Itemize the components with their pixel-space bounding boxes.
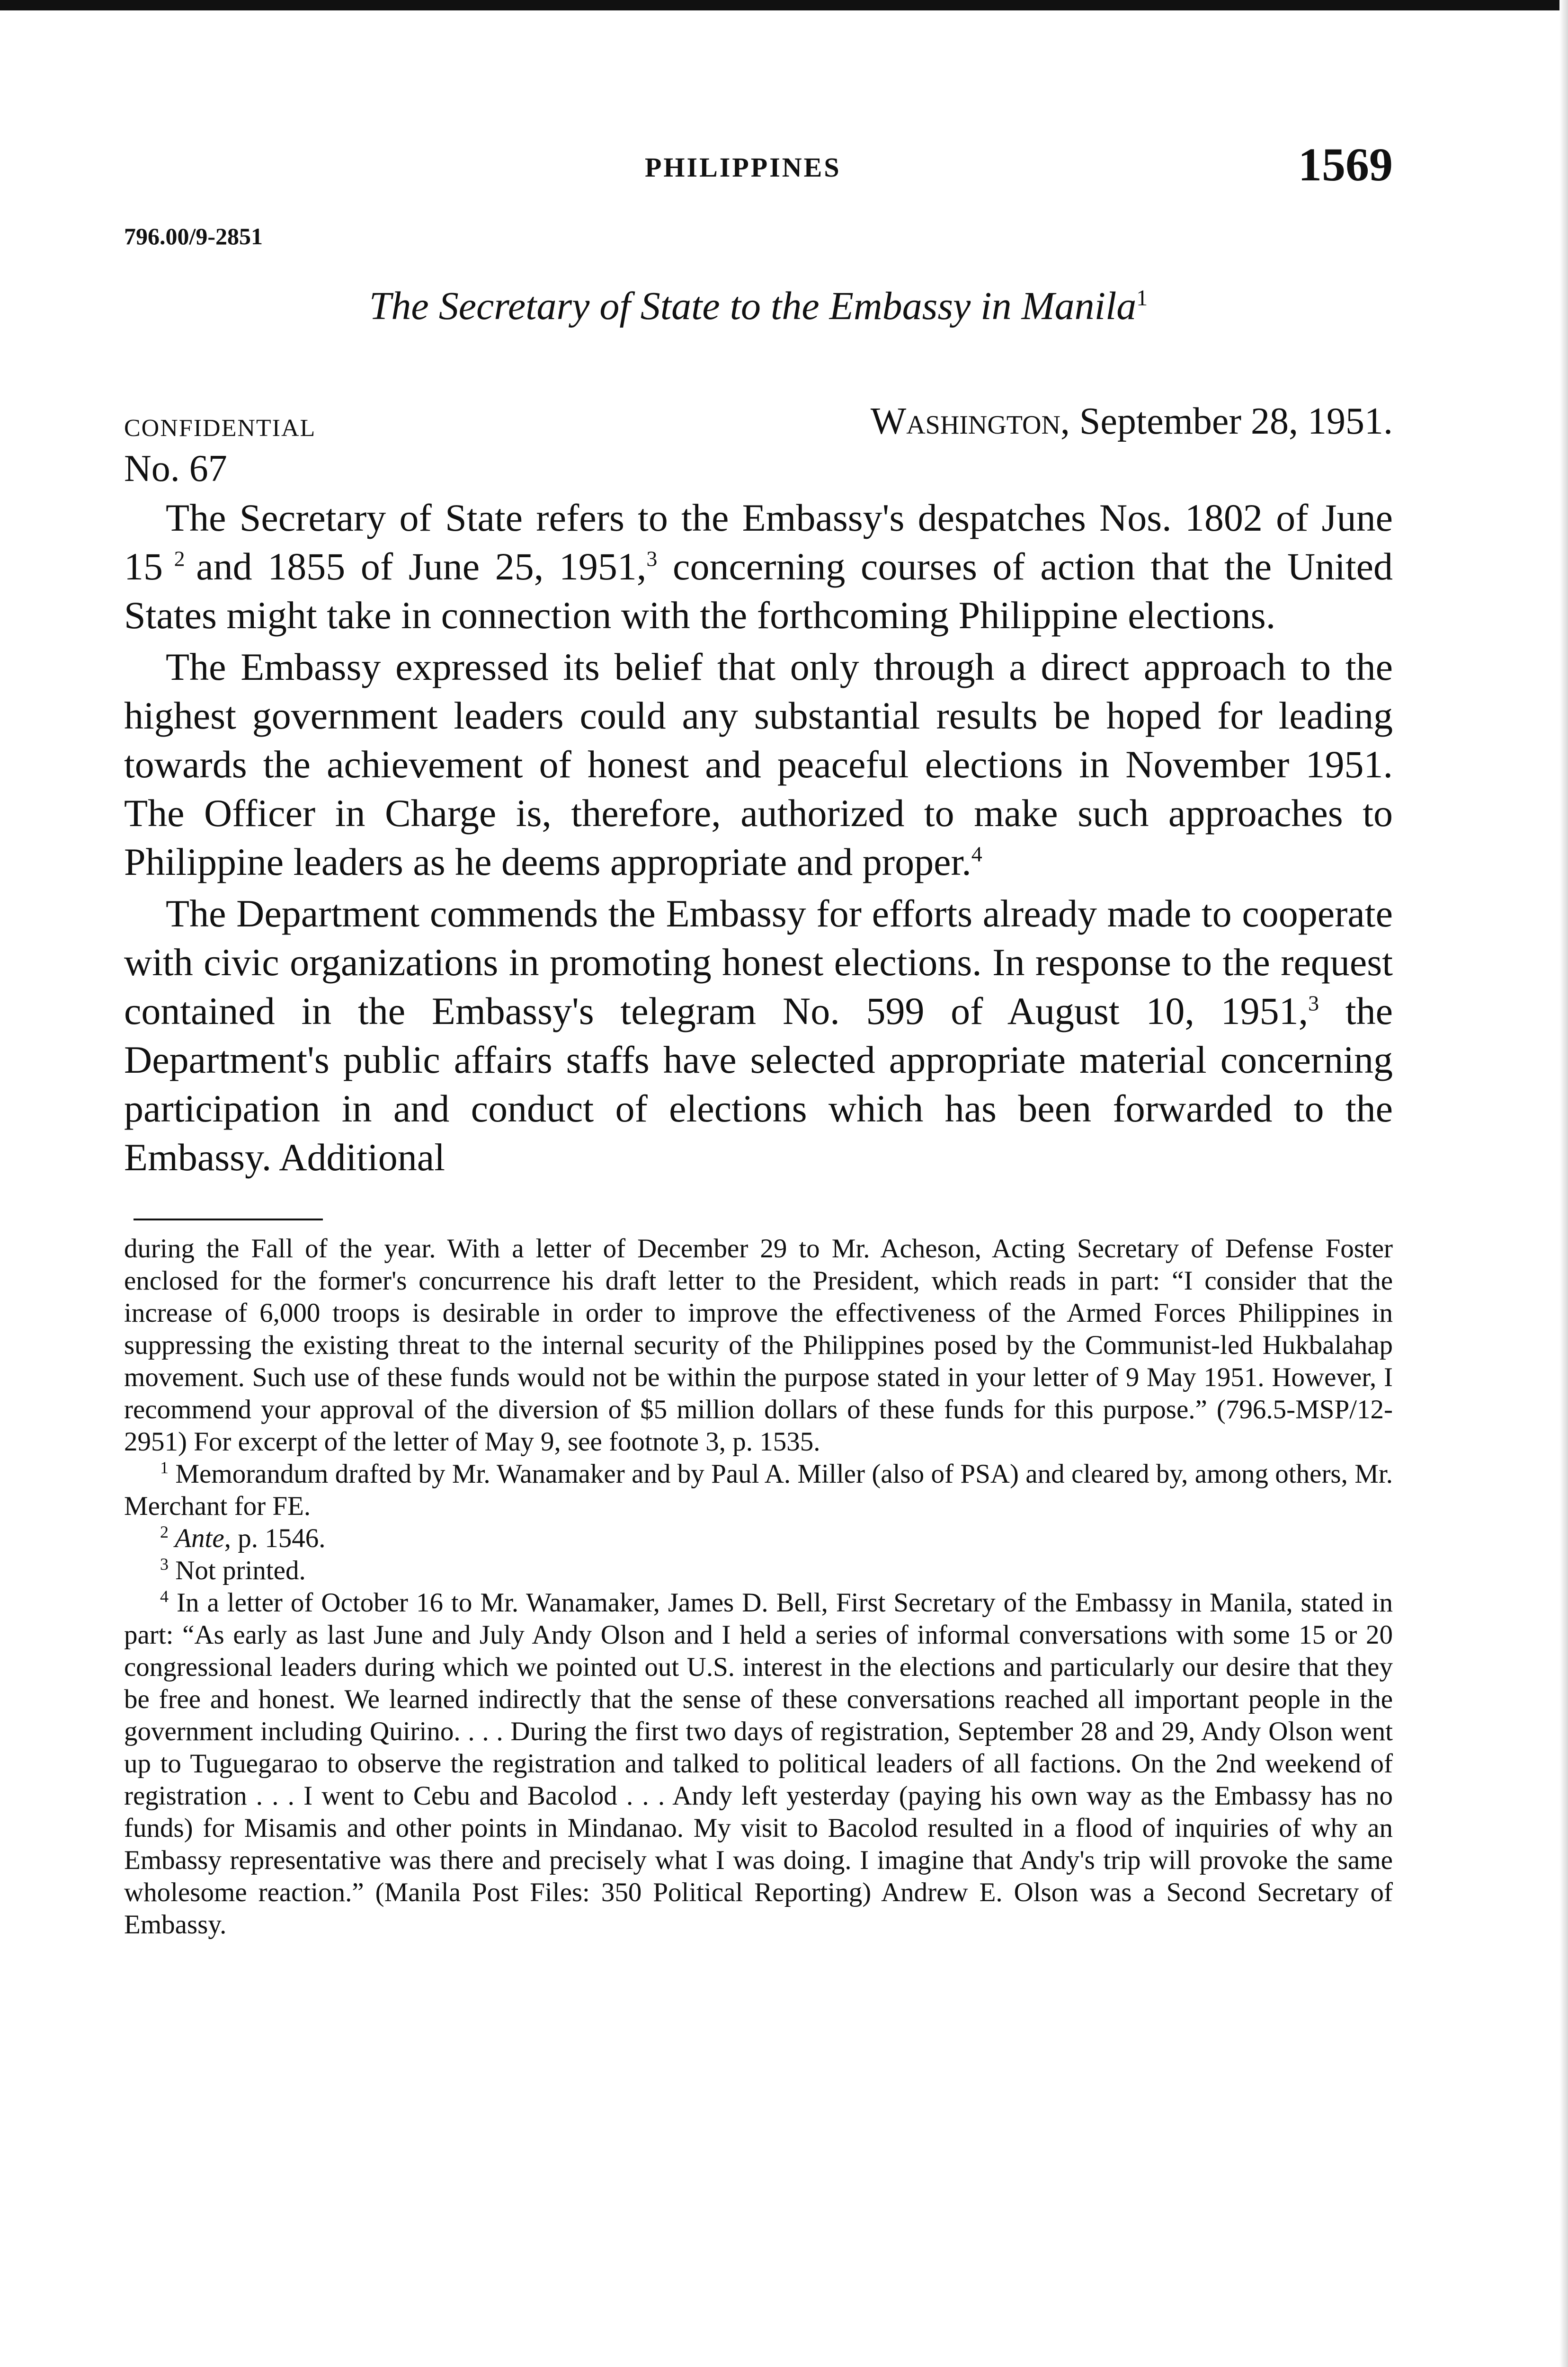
footnote-reference: 3 — [646, 546, 658, 571]
running-title: PHILIPPINES — [645, 152, 841, 183]
document-title-text: The Secretary of State to the Embassy in Manila — [369, 284, 1137, 328]
body-paragraph — [124, 889, 1393, 1182]
document-page — [124, 137, 1393, 1941]
footnote-reference: 3 — [160, 1555, 169, 1574]
footnote-rule — [134, 1219, 323, 1220]
title-footnote-mark: 1 — [1136, 285, 1148, 311]
footnote — [124, 1587, 1393, 1941]
footnote-reference: 2 — [160, 1522, 169, 1541]
classification-label: CONFIDENTIAL — [124, 415, 316, 442]
dateline — [871, 400, 1393, 443]
italic-text: Ante — [169, 1523, 224, 1553]
page-number: 1569 — [1298, 138, 1393, 191]
footnote-reference: 3 — [1308, 991, 1319, 1015]
file-number: 796.00/9-2851 — [124, 223, 263, 249]
meta-row — [124, 395, 1393, 447]
footnotes — [124, 1233, 1393, 1941]
footnote-reference: 4 — [971, 842, 982, 866]
document-title — [124, 283, 1393, 329]
text-run: The Secretary of State refers to the Embassy's despatches Nos. 1802 of June 15 — [124, 496, 1393, 588]
footnote — [124, 1233, 1393, 1458]
text-run: Memorandum drafted by Mr. Wanamaker and by Paul A. Miller (also of PSA) and cleared by, among others, Mr. Merchant for FE. — [124, 1459, 1393, 1521]
text-run: In a letter of October 16 to Mr. Wanamaker, James D. Bell, First Secretary of the Embassy in Manila, stated in part: “As early as last June and July Andy Olson and I held a series of informal conversations with some 15 or 20 congressional leaders during which we pointed out U.S. interest in the elections and particularly our desire that they be free and honest. We learned indirectly that the sense of these conversations reached all important people in the government including Quirino. . . . During the first two days of registration, September 28 and 29, Andy Olson went up to Tuguegarao to observe the registration and talked to political leaders of all factions. On the 2nd weekend of registration . . . I went to Cebu and Bacolod . . . Andy left yesterday (paying his own way as the Embassy has no funds) for Misamis and other points in Mindanao. My visit to Bacolod resulted in a flood of inquiries of why an Embassy representative was there and precisely what I was doing. I imagine that Andy's trip will provoke the same wholesome reaction.” (Manila Post Files: 350 Political Reporting) Andrew E. Olson was a Second Secretary of Embassy. — [124, 1588, 1393, 1940]
text-run: The Embassy expressed its belief that only through a direct approach to the highest government leaders could any substantial results be hoped for leading towards the achievement of honest and peaceful elections in November 1951. The Officer in Charge is, therefore, authorized to make such approaches to Philippine leaders as he deems appropriate and proper. — [124, 645, 1393, 883]
text-run: and 1855 of June 25, 1951, — [196, 545, 647, 588]
scan-right-edge — [1559, 0, 1568, 2367]
text-run: , p. 1546. — [224, 1523, 326, 1553]
footnote — [124, 1458, 1393, 1522]
instruction-number: No. 67 — [124, 448, 227, 489]
footnote — [124, 1522, 1393, 1555]
footnote — [124, 1555, 1393, 1587]
text-run: The Department commends the Embassy for efforts already made to cooperate with civic organizations in promoting honest elections. In response to the request contained in the Embassy's telegram No. 599 of August 10, 1951, — [124, 892, 1393, 1032]
text-run: concerning courses of action that the United States might take in connection with the forthcoming Philippine elections. — [124, 545, 1393, 637]
dateline-date: , September 28, 1951. — [1060, 400, 1393, 442]
body-text — [124, 493, 1393, 1182]
footnote-reference: 1 — [160, 1458, 169, 1477]
body-paragraph — [124, 642, 1393, 886]
text-run: Not printed. — [169, 1556, 306, 1585]
dateline-place: Washington — [870, 400, 1060, 442]
text-run: during the Fall of the year. With a letter of December 29 to Mr. Acheson, Acting Secretary of Defense Foster enclosed for the former's concurrence his draft letter to the President, which reads in part: “I consider that the increase of 6,000 troops is desirable in order to improve the effectiveness of the Armed Forces Philippines in suppressing the existing threat to the internal security of the Philippines posed by the Communist-led Hukbalahap movement. Such use of these funds would not be within the purpose stated in your letter of 9 May 1951. However, I recommend your approval of the diversion of $5 million dollars of these funds for this purpose.” (796.5-MSP/12-2951) For excerpt of the letter of May 9, see footnote 3, p. 1535. — [124, 1234, 1393, 1457]
scan-top-border — [0, 0, 1568, 10]
body-paragraph — [124, 493, 1393, 640]
footnote-reference: 2 — [163, 546, 196, 571]
text-run: the Department's public affairs staffs have selected appropriate material concerning participation in and conduct of elections which has been forwarded to the Embassy. Additional — [124, 989, 1393, 1179]
footnote-reference: 4 — [160, 1587, 169, 1606]
running-head — [124, 137, 1393, 194]
